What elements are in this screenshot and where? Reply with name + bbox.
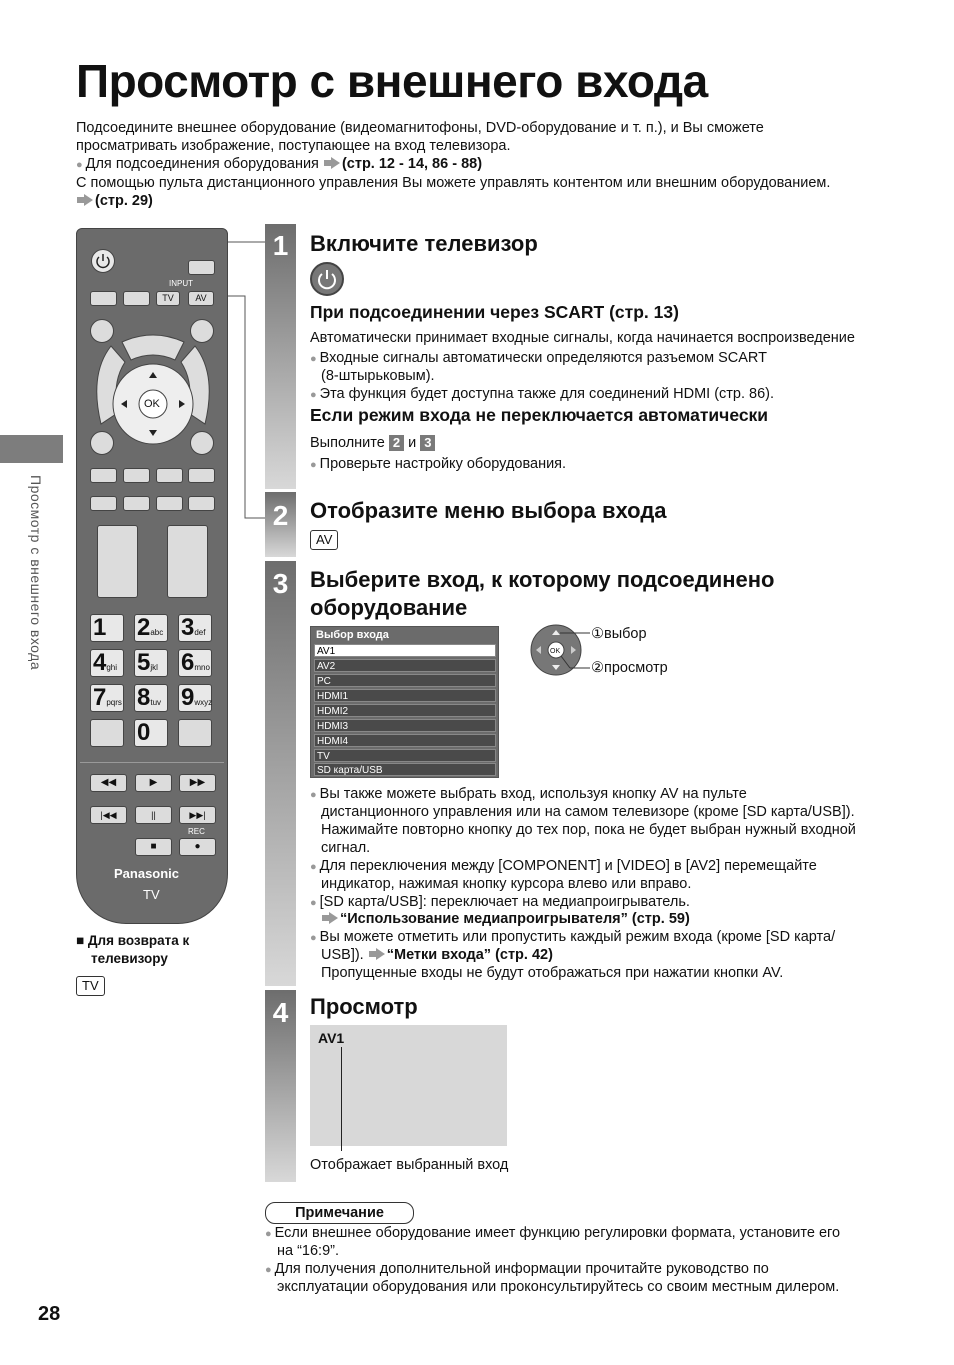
menu-item-pc[interactable]: PC	[314, 674, 496, 687]
forward-button[interactable]: ▶▶	[179, 774, 216, 792]
intro-line: просматривать изображение, поступающее на вход телевизора.	[76, 138, 511, 154]
bullet-icon: ●	[76, 159, 83, 171]
page-ref: (стр. 12 - 14, 86 - 88)	[341, 156, 483, 172]
side-label: Просмотр с внешнего входа	[28, 475, 44, 671]
digit-button[interactable]: 5jkl	[134, 649, 168, 677]
intro-line: Подсоедините внешнее оборудование (видеомагнитофоны, DVD-оборудование и т. п.), и Вы сможете	[76, 120, 764, 136]
menu-item-sd-usb[interactable]: SD карта/USB	[314, 763, 496, 776]
bullet-icon: ●	[310, 897, 317, 909]
bullet-continuation: индикатор, нажимая кнопку курсора влево или вправо.	[321, 876, 692, 892]
page-number: 28	[38, 1303, 61, 1325]
digit-button[interactable]: 6mno	[178, 649, 212, 677]
digit-button[interactable]: 8tuv	[134, 684, 168, 712]
manual-heading: Если режим входа не переключается автоматически	[310, 405, 769, 425]
input-label: INPUT	[169, 279, 193, 288]
digit-button[interactable]: 4ghi	[90, 649, 124, 677]
view-label: ②просмотр	[591, 660, 668, 676]
power-icon	[310, 262, 344, 296]
step-number: 1	[272, 230, 289, 261]
scart-heading: При подсоединении через SCART (стр. 13)	[310, 302, 679, 322]
page-ref: (стр. 29)	[95, 193, 153, 209]
bullet-item: ● [SD карта/USB]: переключает на медиапроигрыватель.	[310, 894, 690, 910]
tv-screen-preview	[310, 1025, 507, 1146]
remote-control	[76, 228, 228, 924]
note-label: Примечание	[265, 1202, 414, 1224]
remote-button[interactable]	[90, 719, 124, 747]
remote-button[interactable]	[90, 431, 114, 455]
arrow-icon	[376, 948, 385, 960]
bullet-continuation: (8-штырьковым).	[321, 368, 435, 384]
record-button[interactable]: ●	[179, 838, 216, 856]
bullet-item: ● Для переключения между [COMPONENT] и [VIDEO] в [AV2] перемещайте	[310, 858, 817, 874]
page-ref: “Использование медиапроигрывателя” (стр. 59)	[340, 911, 690, 927]
bullet-icon: ●	[310, 389, 317, 401]
bullet-icon: ●	[310, 789, 317, 801]
step-number: 3	[272, 568, 289, 599]
page-title: Просмотр с внешнего входа	[76, 55, 708, 107]
note-bullet: ● Для получения дополнительной информации прочитайте руководство по	[265, 1261, 769, 1277]
menu-item-av2[interactable]: AV2	[314, 659, 496, 672]
skip-forward-button[interactable]: ▶▶|	[179, 806, 216, 824]
volume-rocker[interactable]	[97, 525, 138, 598]
bullet-icon: ●	[265, 1228, 272, 1240]
play-button[interactable]: ▶	[135, 774, 172, 792]
bullet-item: ● Вы можете отметить или пропустить каждый режим входа (кроме [SD карта/	[310, 929, 836, 945]
digit-button[interactable]: 7pqrs	[90, 684, 124, 712]
bullet-continuation: Пропущенные входы не будут отображаться при нажатии кнопки AV.	[321, 965, 784, 981]
pointer-line	[341, 1047, 342, 1151]
menu-item-hdmi4[interactable]: HDMI4	[314, 734, 496, 747]
step4-heading: Просмотр	[310, 994, 418, 1019]
digit-button[interactable]: 0	[134, 719, 168, 747]
pause-button[interactable]: ||	[135, 806, 172, 824]
power-button[interactable]	[91, 249, 115, 273]
note-continuation: на “16:9”.	[277, 1243, 340, 1259]
remote-button[interactable]	[123, 291, 150, 306]
model-label: TV	[143, 887, 160, 902]
screen-caption: Отображает выбранный вход	[310, 1157, 509, 1173]
remote-button[interactable]	[188, 496, 215, 511]
av-key: AV	[310, 530, 338, 550]
arrow-icon	[329, 912, 338, 924]
bullet-item: ● Вы также можете выбрать вход, используя кнопку AV на пульте	[310, 786, 747, 802]
step-ref-badge: 2	[389, 435, 404, 451]
step-ref-badge: 3	[420, 435, 435, 451]
rewind-button[interactable]: ◀◀	[90, 774, 127, 792]
bullet-continuation: сигнал.	[321, 840, 371, 856]
select-label: ①выбор	[591, 626, 647, 642]
menu-item-tv[interactable]: TV	[314, 749, 496, 762]
menu-item-hdmi2[interactable]: HDMI2	[314, 704, 496, 717]
menu-title: Выбор входа	[316, 629, 389, 641]
bullet-item: ● Входные сигналы автоматически определяются разъемом SCART	[310, 350, 767, 366]
color-button[interactable]	[90, 468, 117, 483]
menu-item-hdmi1[interactable]: HDMI1	[314, 689, 496, 702]
av-button[interactable]: AV	[188, 291, 214, 306]
perform-line: Выполните 2 и 3	[310, 434, 435, 452]
return-caption: ■ Для возврата к телевизору	[76, 933, 190, 966]
brand-logo: Panasonic	[114, 866, 180, 881]
bullet-icon: ●	[310, 861, 317, 873]
intro-ref-line	[76, 192, 916, 210]
digit-button[interactable]: 1	[90, 614, 124, 642]
digit-button[interactable]: 2abc	[134, 614, 168, 642]
note-bullet: ● Если внешнее оборудование имеет функцию регулировки формата, установите его	[265, 1225, 841, 1241]
side-tab	[0, 435, 63, 463]
digit-button[interactable]: 9wxyz	[178, 684, 212, 712]
input-select-menu	[310, 626, 499, 778]
bullet-icon: ●	[310, 459, 317, 471]
intro-bullet: ● Для подсоединения оборудования (стр. 12 - 14, 86 - 88)	[76, 156, 483, 172]
step-number: 4	[272, 997, 289, 1028]
ok-button[interactable]: OK	[144, 398, 160, 410]
color-button[interactable]	[188, 468, 215, 483]
intro-text	[76, 119, 916, 210]
intro-line: С помощью пульта дистанционного управления Вы можете управлять контентом или внешним оборудованием.	[76, 175, 831, 191]
divider	[80, 762, 224, 763]
bullet-item: ● Эта функция будет доступна также для соединений HDMI (стр. 86).	[310, 386, 775, 402]
step-number: 2	[272, 500, 289, 531]
page-ref: “Метки входа” (стр. 42)	[386, 947, 553, 963]
bullet-icon: ●	[265, 1264, 272, 1276]
rec-label: REC	[188, 827, 205, 836]
bullet-icon: ●	[310, 932, 317, 944]
remote-button[interactable]	[90, 291, 117, 306]
color-button[interactable]	[156, 468, 183, 483]
step2-heading: Отобразите меню выбора входа	[310, 498, 667, 523]
tv-button[interactable]: TV	[156, 291, 180, 306]
remote-button[interactable]	[190, 431, 214, 455]
power-icon	[92, 250, 114, 272]
remote-button[interactable]	[90, 496, 117, 511]
cursor-pad-icon	[528, 624, 598, 678]
remote-button[interactable]	[156, 496, 183, 511]
tv-key: TV	[76, 976, 105, 996]
step3-heading: Выберите вход, к которому подсоединено оборудование	[310, 567, 775, 620]
scart-text: Автоматически принимает входные сигналы, когда начинается воспроизведение	[310, 330, 855, 346]
note-continuation: эксплуатации оборудования или проконсультируйтесь со своим местным дилером.	[277, 1279, 840, 1295]
step-bar	[265, 561, 296, 986]
bullet-item: ● Проверьте настройку оборудования.	[310, 456, 567, 472]
remote-button[interactable]	[188, 260, 215, 275]
remote-button[interactable]	[123, 496, 150, 511]
arrow-icon	[84, 194, 93, 206]
menu-item-av1[interactable]: AV1	[314, 644, 496, 657]
menu-item-hdmi3[interactable]: HDMI3	[314, 719, 496, 732]
page-ref-line	[321, 910, 690, 928]
bullet-icon: ●	[310, 353, 317, 365]
color-button[interactable]	[123, 468, 150, 483]
bullet-continuation: USB]). “Метки входа” (стр. 42)	[321, 947, 553, 963]
step1-heading: Включите телевизор	[310, 231, 538, 256]
bullet-continuation: Нажимайте повторно кнопку до тех пор, пока не будет выбран нужный входной	[321, 822, 856, 838]
remote-button[interactable]	[178, 719, 212, 747]
step-bar	[265, 224, 296, 489]
ok-label: OK	[550, 648, 561, 655]
arrow-icon	[331, 157, 340, 169]
stop-button[interactable]: ■	[135, 838, 172, 856]
skip-back-button[interactable]: |◀◀	[90, 806, 127, 824]
bullet-continuation: дистанционного управления или на самом телевизоре (кроме [SD карта/USB]).	[321, 804, 855, 820]
digit-button[interactable]: 3def	[178, 614, 212, 642]
channel-rocker[interactable]	[167, 525, 208, 598]
screen-input-label: AV1	[318, 1030, 345, 1046]
